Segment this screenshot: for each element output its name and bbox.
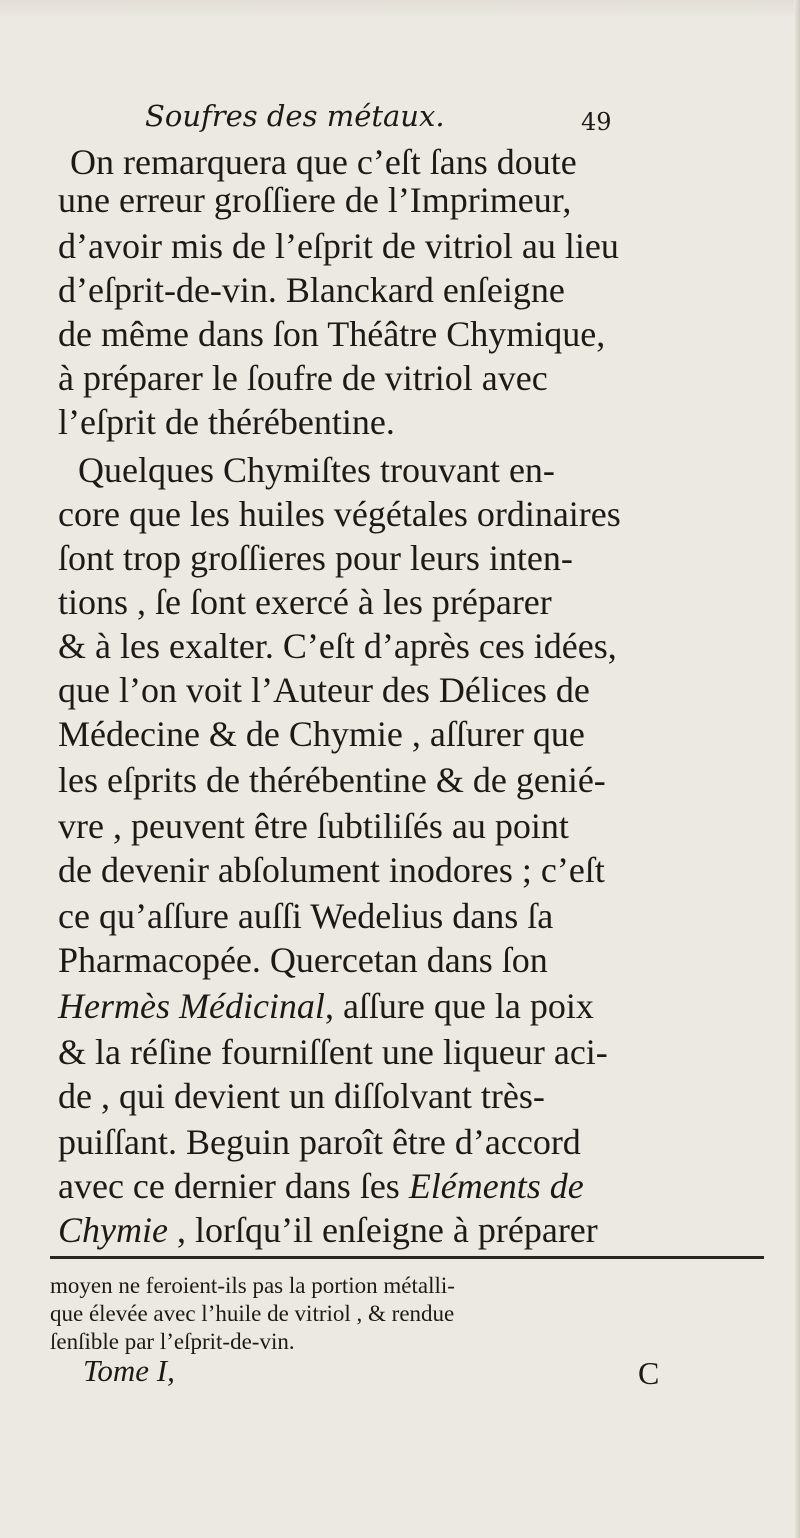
text-segment: les eſprits de thérébentine & de genié- xyxy=(58,760,606,800)
text-segment: & à les exalter. C’eſt d’après ces idées, xyxy=(58,626,617,666)
page-right-edge xyxy=(794,0,800,1538)
text-segment: à préparer le ſoufre de vitriol avec xyxy=(58,358,548,398)
text-segment: ce qu’aſſure auſſi Wedelius dans ſa xyxy=(58,896,554,936)
text-line xyxy=(58,268,565,312)
footnote-line: ſenſible par l’eſprit-de-vin. xyxy=(50,1329,295,1354)
text-segment: Pharmacopée. Quercetan dans ſon xyxy=(58,940,548,980)
text-line xyxy=(58,1208,598,1252)
text-line xyxy=(58,356,548,400)
running-header xyxy=(145,96,655,142)
text-line xyxy=(58,624,617,668)
footnote-line: moyen ne feroient-ils pas la portion métalli- xyxy=(50,1273,455,1298)
text-segment: , aſſure que la poix xyxy=(324,986,594,1026)
text-line xyxy=(58,312,605,356)
text-segment: tions , ſe ſont exercé à les préparer xyxy=(58,582,552,622)
text-line xyxy=(58,1074,545,1118)
text-line xyxy=(58,492,621,536)
running-title: Soufres des métaux. xyxy=(145,99,445,133)
page-top-shade xyxy=(0,0,800,18)
footnote-line: que élevée avec l’huile de vitriol , & rendue xyxy=(50,1301,455,1326)
text-line xyxy=(58,536,573,580)
italic-title: Chymie xyxy=(58,1210,168,1250)
text-line xyxy=(58,712,585,756)
volume-label: Tome I, xyxy=(83,1353,175,1388)
text-line xyxy=(58,1120,581,1164)
text-segment: On remarquera que c’eſt ſans doute xyxy=(70,142,577,182)
text-segment: une erreur groſſiere de l’Imprimeur, xyxy=(58,180,572,220)
text-line xyxy=(58,400,395,444)
text-line xyxy=(58,938,548,982)
text-segment: de même dans ſon Théâtre Chymique, xyxy=(58,314,606,354)
text-line xyxy=(58,178,571,222)
text-segment: de , qui devient un diſſolvant très- xyxy=(58,1076,545,1116)
text-segment: de devenir abſolument inodores ; c’eſt xyxy=(58,850,605,890)
text-segment: Quelques Chymiſtes trouvant en- xyxy=(78,450,555,490)
text-segment: avec ce dernier dans ſes xyxy=(58,1166,409,1206)
page-number: 49 xyxy=(581,108,612,136)
text-segment: Médecine & de Chymie , aſſurer que xyxy=(58,714,585,754)
text-line xyxy=(58,1030,608,1074)
text-line xyxy=(58,668,590,712)
text-segment: puiſſant. Beguin paroît être d’accord xyxy=(58,1122,581,1162)
text-line xyxy=(58,984,594,1028)
text-segment: , lorſqu’il enſeigne à préparer xyxy=(167,1210,598,1250)
text-line xyxy=(58,848,605,892)
italic-title: Hermès Médicinal xyxy=(58,986,325,1026)
text-line xyxy=(58,758,606,802)
text-line xyxy=(58,224,619,268)
text-line xyxy=(58,804,569,848)
footnote-rule xyxy=(50,1256,764,1259)
italic-title: Eléments de xyxy=(408,1166,584,1206)
text-segment: & la réſine fourniſſent une liqueur aci- xyxy=(58,1032,608,1072)
text-segment: l’eſprit de thérébentine. xyxy=(58,402,395,442)
text-segment: ſont trop groſſieres pour leurs inten- xyxy=(58,538,573,578)
text-segment: core que les huiles végétales ordinaires xyxy=(58,494,621,534)
text-segment: que l’on voit l’Auteur des Délices de xyxy=(58,670,590,710)
text-line xyxy=(78,448,555,492)
text-segment: d’avoir mis de l’eſprit de vitriol au lieu xyxy=(58,226,619,266)
text-segment: vre , peuvent être ſubtiliſés au point xyxy=(58,806,569,846)
text-line xyxy=(58,1164,584,1208)
text-segment: d’eſprit-de-vin. Blanckard enſeigne xyxy=(58,270,565,310)
signature-mark: C xyxy=(638,1355,660,1391)
text-line xyxy=(58,894,553,938)
text-line xyxy=(58,580,552,624)
